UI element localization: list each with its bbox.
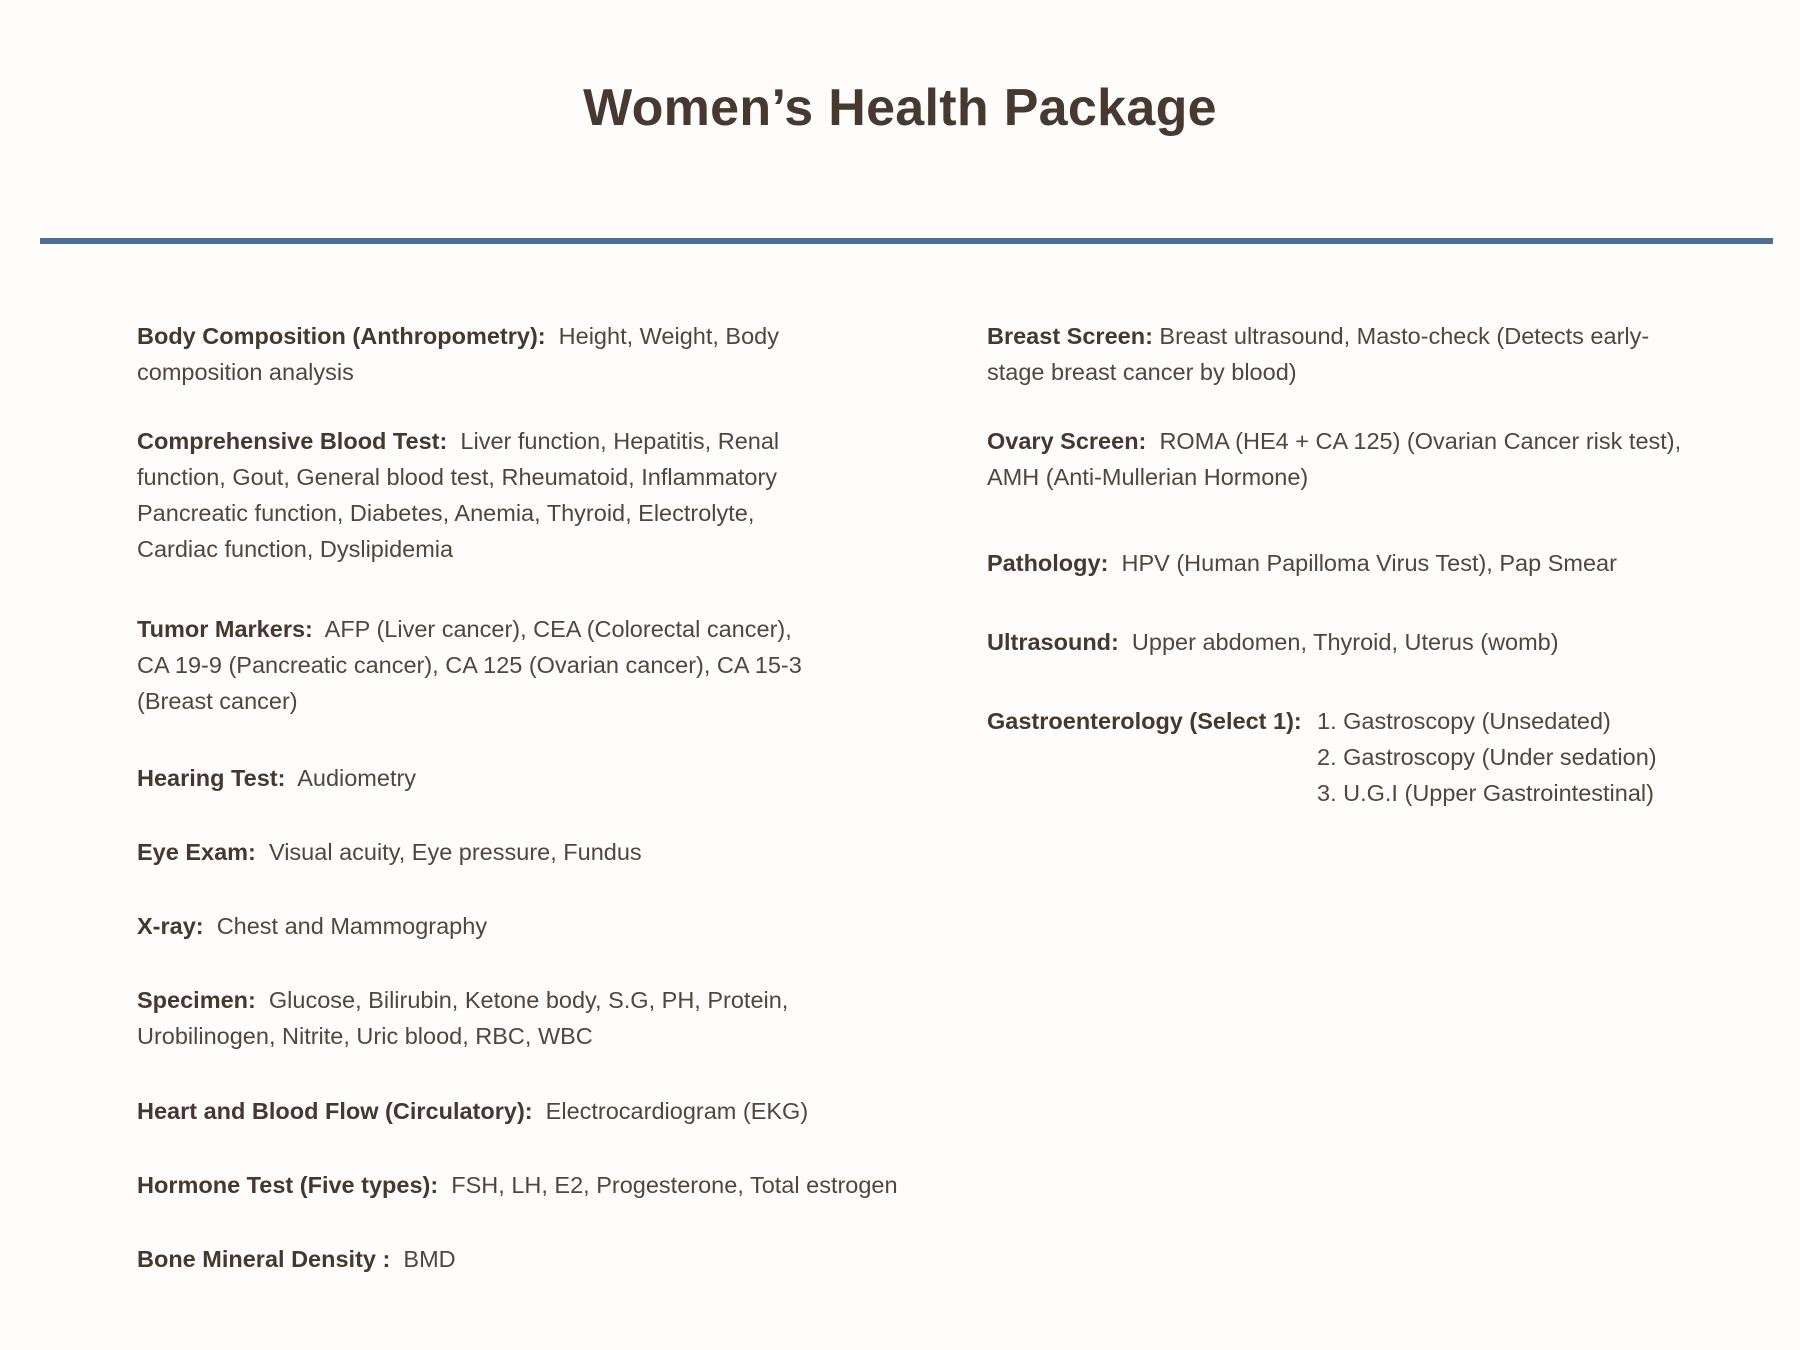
entry-text: Chest and Mammography xyxy=(216,913,488,939)
entry-text: Height, Weight, Body composition analysis xyxy=(137,323,779,385)
entry-blood-test xyxy=(137,423,827,567)
entry-text: Liver function, Hepatitis, Renal function, Gout, General blood test, Rheumatoid, Inflammatory Pancreatic function, Diabetes, Anemia, Thyroid, Electrolyte, Cardiac function, Dyslipidemia xyxy=(137,428,780,562)
header-divider xyxy=(40,238,1773,244)
entry-label: Pathology: xyxy=(987,550,1109,576)
entry-xray xyxy=(137,908,827,944)
entry-gastroenterology xyxy=(987,703,1687,813)
entry-text: Glucose, Bilirubin, Ketone body, S.G, PH, Protein, Urobilinogen, Nitrite, Uric blood, RBC, WBC xyxy=(137,987,789,1049)
entry-specimen xyxy=(137,982,827,1054)
entry-text: BMD xyxy=(403,1246,456,1272)
entry-label: Breast Screen: xyxy=(987,323,1153,349)
entry-ultrasound xyxy=(987,624,1687,660)
entry-label: Comprehensive Blood Test: xyxy=(137,428,448,454)
entry-text: Upper abdomen, Thyroid, Uterus (womb) xyxy=(1131,629,1559,655)
entry-label: Ovary Screen: xyxy=(987,428,1147,454)
entry-label: Body Composition (Anthropometry): xyxy=(137,323,546,349)
entry-text: ROMA (HE4 + CA 125) (Ovarian Cancer risk test), AMH (Anti-Mullerian Hormone) xyxy=(987,428,1682,490)
entry-label: Gastroenterology (Select 1): xyxy=(987,708,1302,734)
entry-label: Bone Mineral Density : xyxy=(137,1246,391,1272)
entry-label: Heart and Blood Flow (Circulatory): xyxy=(137,1098,533,1124)
entry-text: FSH, LH, E2, Progesterone, Total estrogen xyxy=(451,1172,898,1198)
entry-eye-exam xyxy=(137,834,827,870)
gastro-option: 3. U.G.I (Upper Gastrointestinal) xyxy=(1317,780,1654,806)
entry-text: AFP (Liver cancer), CEA (Colorectal cancer), CA 19-9 (Pancreatic cancer), CA 125 (Ovarian cancer), CA 15-3 (Breast cancer) xyxy=(137,616,802,714)
entry-body-composition xyxy=(137,318,827,390)
entry-heart-blood-flow xyxy=(137,1093,827,1129)
entry-text: HPV (Human Papilloma Virus Test), Pap Smear xyxy=(1121,550,1617,576)
entry-hearing-test xyxy=(137,760,827,796)
entry-text: Electrocardiogram (EKG) xyxy=(545,1098,809,1124)
entry-label: Ultrasound: xyxy=(987,629,1119,655)
gastro-option: 1. Gastroscopy (Unsedated) xyxy=(1317,708,1611,734)
entry-hormone-test xyxy=(137,1167,927,1203)
entry-bone-density xyxy=(137,1241,827,1277)
entry-pathology xyxy=(987,545,1687,581)
entry-label: Hormone Test (Five types): xyxy=(137,1172,439,1198)
page-title: Women’s Health Package xyxy=(583,79,1217,137)
entry-tumor-markers xyxy=(137,611,827,719)
entry-ovary-screen xyxy=(987,423,1687,495)
entry-label: Eye Exam: xyxy=(137,839,256,865)
entry-label: X-ray: xyxy=(137,913,204,939)
entry-text: Breast ultrasound, Masto-check (Detects early-stage breast cancer by blood) xyxy=(987,323,1650,385)
entry-label: Specimen: xyxy=(137,987,256,1013)
gastro-option: 2. Gastroscopy (Under sedation) xyxy=(1317,744,1657,770)
entry-text: Audiometry xyxy=(297,765,417,791)
entry-text: Visual acuity, Eye pressure, Fundus xyxy=(268,839,642,865)
gastro-options-list xyxy=(1317,703,1657,811)
entry-label: Tumor Markers: xyxy=(137,616,313,642)
entry-breast-screen xyxy=(987,318,1687,390)
entry-label: Hearing Test: xyxy=(137,765,286,791)
